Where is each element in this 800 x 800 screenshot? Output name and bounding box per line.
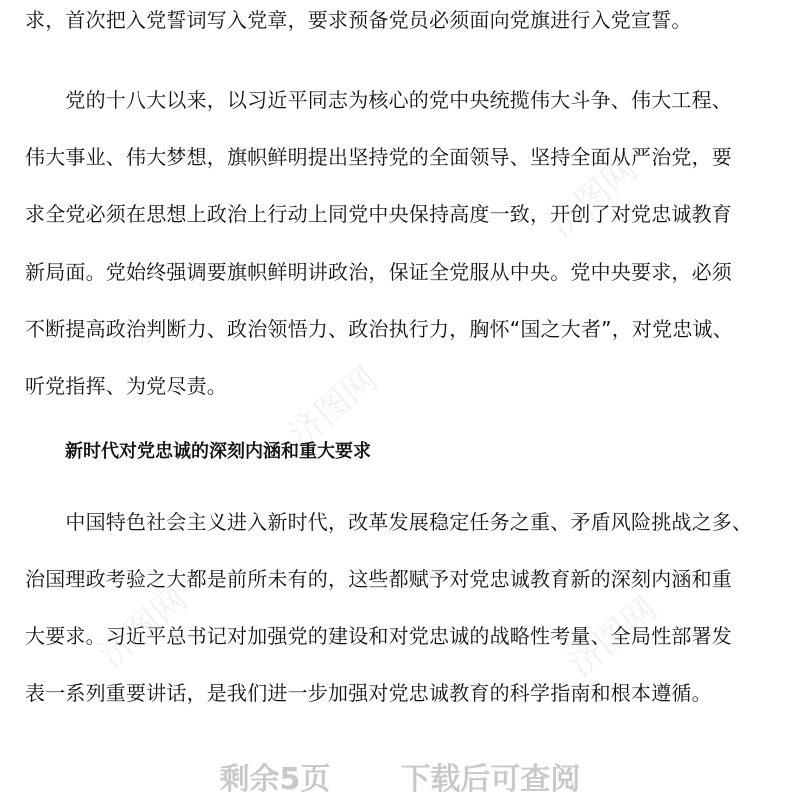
paragraph-line: 求全党必须在思想上政治上行动上同党中央保持高度一致，开创了对党忠诚教育: [25, 202, 732, 226]
paragraph-line: 新局面。党始终强调要旗帜鲜明讲政治，保证全党服从中央。党中央要求，必须: [25, 260, 732, 284]
paragraph-line: 表一系列重要讲话，是我们进一步加强对党忠诚教育的科学指南和根本遵循。: [25, 681, 712, 705]
section-heading: 新时代对党忠诚的深刻内涵和重大要求: [65, 441, 371, 462]
download-to-read-label[interactable]: 下载后可查阅: [400, 762, 581, 797]
paragraph-line: 大要求。习近平总书记对加强党的建设和对党忠诚的战略性考量、全局性部署发: [25, 624, 732, 648]
paragraph-line: 党的十八大以来，以习近平同志为核心的党中央统揽伟大斗争、伟大工程、: [25, 88, 732, 112]
watermark: 济图网: [91, 579, 196, 676]
remaining-pages-label: 剩余5页: [219, 762, 331, 797]
watermark: 济图网: [541, 149, 646, 246]
download-banner[interactable]: [0, 760, 800, 800]
paragraph-line: 不断提高政治判断力、政治领悟力、政治执行力，胸怀“国之大者”，对党忠诚、: [25, 317, 733, 341]
watermark: 济图网: [561, 589, 666, 686]
paragraph-line: 中国特色社会主义进入新时代，改革发展稳定任务之重、矛盾风险挑战之多、: [25, 510, 753, 534]
paragraph-line: 求，首次把入党誓词写入党章，要求预备党员必须面向党旗进行入党宣誓。: [25, 8, 692, 32]
watermark: 济图网: [281, 359, 386, 456]
paragraph-line: 伟大事业、伟大梦想，旗帜鲜明提出坚持党的全面领导、坚持全面从严治党，要: [25, 145, 732, 169]
paragraph-line: 听党指挥、为党尽责。: [25, 374, 227, 398]
paragraph-line: 治国理政考验之大都是前所未有的，这些都赋予对党忠诚教育新的深刻内涵和重: [25, 567, 732, 591]
